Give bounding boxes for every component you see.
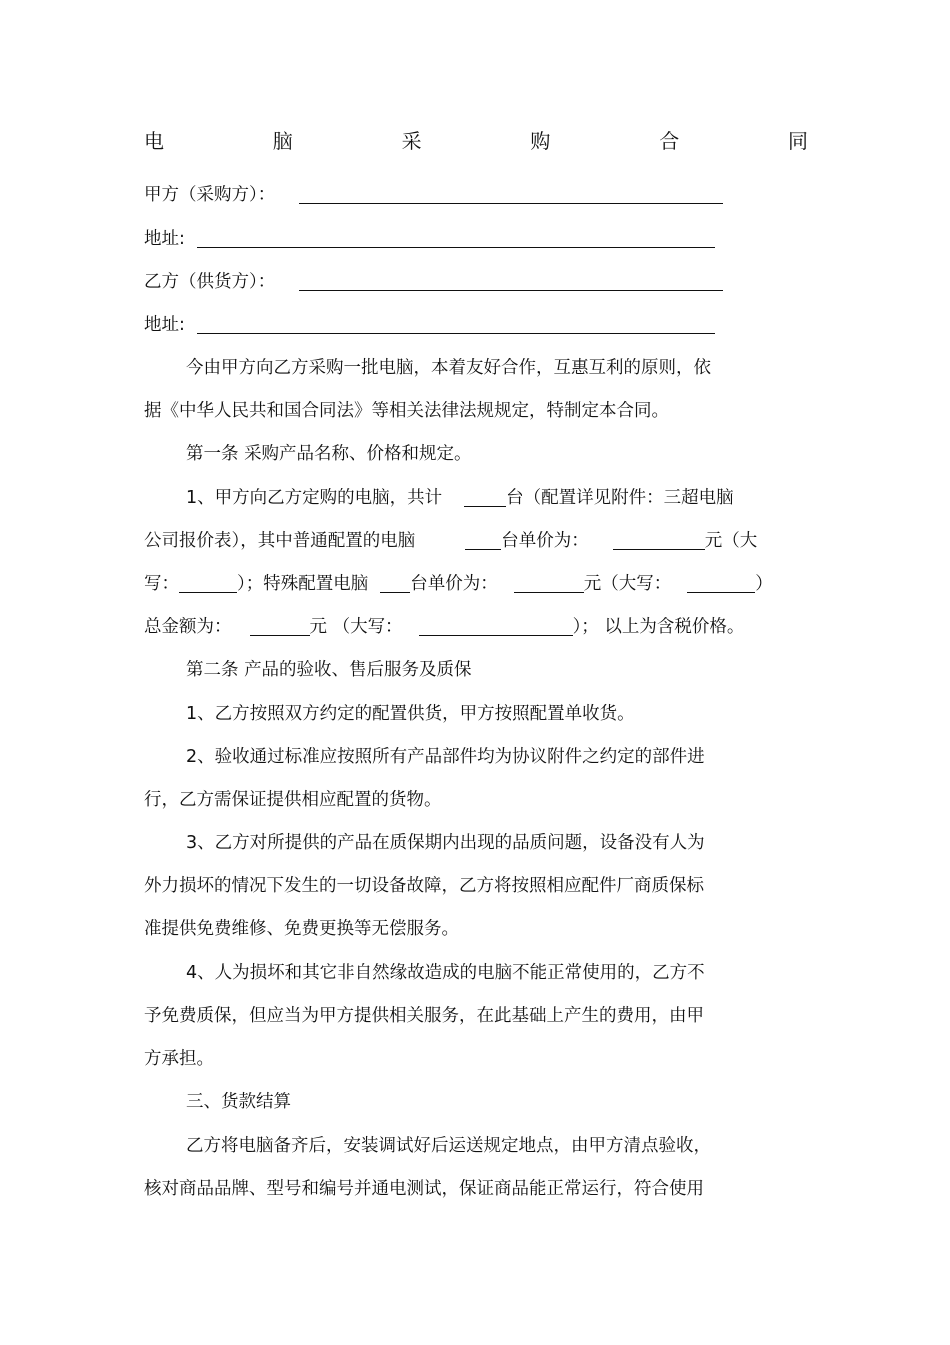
- clause-text: 写：: [144, 574, 179, 594]
- party-b-address-row: [144, 312, 715, 338]
- special-price-blank: [514, 572, 584, 593]
- article2-line: 2、验收通过标准应按照所有产品部件均为协议附件之约定的部件进: [186, 747, 705, 767]
- article3-line: 乙方将电脑备齐后，安装调试好后运送规定地点，由甲方清点验收，: [186, 1136, 711, 1156]
- article2-line: 4、人为损坏和其它非自然缘故造成的电脑不能正常使用的，乙方不: [186, 963, 705, 983]
- party-b-label: 乙方（供货方）：: [144, 272, 276, 292]
- party-b-address-blank: [197, 313, 715, 334]
- article2-line: 方承担。: [144, 1049, 214, 1069]
- clause-text: 元（大: [704, 531, 758, 551]
- article2-title: 第二条 产品的验收、售后服务及质保: [186, 660, 472, 680]
- article2-line: 行，乙方需保证提供相应配置的货物。: [144, 790, 442, 810]
- party-a-row: [144, 182, 723, 208]
- title-char: 同: [787, 129, 808, 153]
- article2-line: 外力损坏的情况下发生的一切设备故障，乙方将按照相应配件厂商质保标: [144, 876, 704, 896]
- party-a-blank: [299, 183, 723, 204]
- total-capital-blank: [419, 615, 573, 636]
- normal-price-capital-blank: [179, 572, 237, 593]
- party-b-row: [144, 269, 723, 295]
- title-char: 购: [530, 129, 551, 153]
- title-char: 脑: [272, 129, 293, 153]
- clause-text: ）； 以上为含税价格。: [572, 617, 745, 637]
- intro-line: 今由甲方向乙方采购一批电脑，本着友好合作，互惠互利的原则，依: [186, 358, 711, 378]
- party-a-label: 甲方（采购方）：: [144, 185, 276, 205]
- contract-title: [144, 128, 808, 154]
- title-char: 合: [659, 129, 680, 153]
- party-b-blank: [299, 270, 723, 291]
- clause-text: 公司报价表），其中普通配置的电脑: [144, 531, 416, 551]
- title-char: 电: [144, 129, 164, 153]
- title-char: 采: [401, 129, 422, 153]
- party-a-address-row: [144, 226, 715, 252]
- party-b-address-label: 地址:: [144, 315, 185, 335]
- clause-text: 元 （大写：: [309, 617, 403, 637]
- party-a-address-blank: [197, 227, 715, 248]
- clause-text: ）；特殊配置电脑: [237, 574, 369, 594]
- clause1-line3: [144, 571, 773, 597]
- special-price-capital-blank: [687, 572, 755, 593]
- clause-text: 台单价为：: [501, 531, 589, 551]
- normal-qty-blank: [465, 529, 501, 550]
- party-a-address-label: 地址:: [144, 229, 185, 249]
- clause-text: 台（配置详见附件：三超电脑: [506, 488, 734, 508]
- clause1-line1: [186, 485, 734, 511]
- special-qty-blank: [380, 572, 410, 593]
- clause-text: 台单价为：: [410, 574, 498, 594]
- article2-line: 准提供免费维修、免费更换等无偿服务。: [144, 919, 459, 939]
- article3-line: 核对商品品牌、型号和编号并通电测试，保证商品能正常运行，符合使用: [144, 1179, 704, 1199]
- clause1-line2: [144, 528, 757, 554]
- article2-line: 1、乙方按照双方约定的配置供货，甲方按照配置单收货。: [186, 704, 635, 724]
- quantity-blank: [464, 486, 506, 507]
- clause-text: 元（大写：: [583, 574, 672, 594]
- clause-text: 总金额为：: [144, 617, 232, 637]
- intro-line: 据《中华人民共和国合同法》等相关法律法规规定，特制定本合同。: [144, 401, 669, 421]
- total-amount-blank: [250, 615, 310, 636]
- article2-line: 予免费质保，但应当为甲方提供相关服务，在此基础上产生的费用，由甲: [144, 1006, 704, 1026]
- normal-price-blank: [613, 529, 705, 550]
- article2-line: 3、乙方对所提供的产品在质保期内出现的品质问题，设备没有人为: [186, 833, 705, 853]
- clause1-line4: [144, 614, 744, 640]
- clause-text: ）: [755, 574, 773, 594]
- article1-title: 第一条 采购产品名称、价格和规定。: [186, 444, 472, 464]
- article3-title: 三、货款结算: [186, 1092, 291, 1112]
- clause-text: 1、甲方向乙方定购的电脑，共计: [186, 488, 443, 508]
